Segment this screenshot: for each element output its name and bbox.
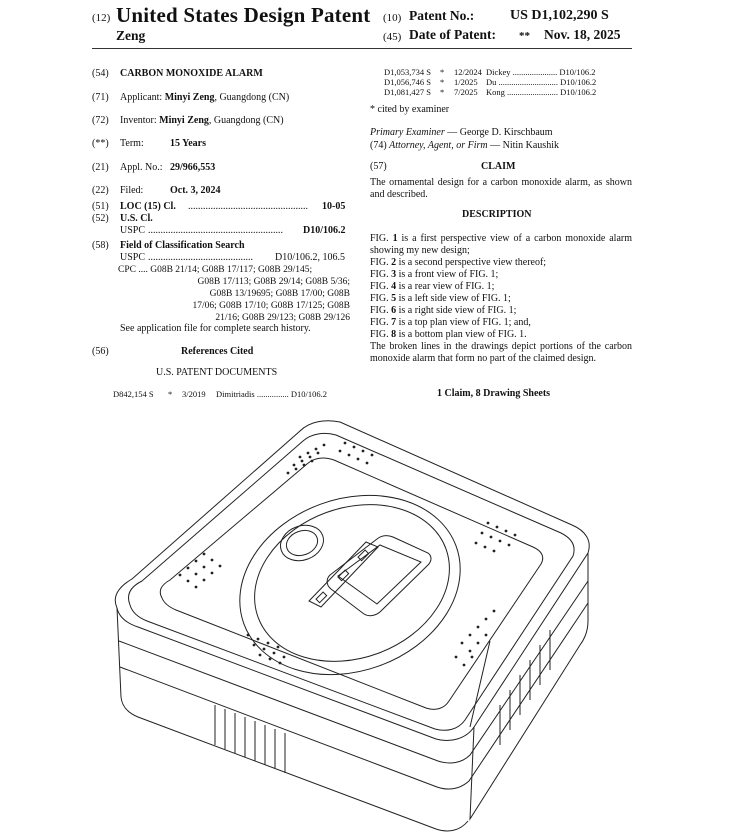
base-band-upper (119, 581, 588, 763)
fig-number: 3 (391, 269, 397, 280)
ref-number: D1,053,734 S (384, 67, 431, 77)
reference-row (384, 67, 596, 77)
fig-text: is a left side view of FIG. 1; (396, 293, 511, 304)
attorney-name: — Nitin Kaushik (487, 140, 559, 151)
claims-summary: 1 Claim, 8 Drawing Sheets (437, 388, 551, 399)
search-uspc-dots: .......................................... (148, 252, 253, 263)
description-heading: DESCRIPTION (462, 209, 532, 220)
code-58: (58) (92, 240, 109, 251)
fig-3-description (370, 269, 632, 281)
attorney-label: Attorney, Agent, or Firm (389, 140, 488, 151)
us-patent-docs-label: U.S. PATENT DOCUMENTS (156, 367, 278, 378)
date-asterisks: ** (519, 30, 530, 42)
applicant-location: , Guangdong (CN) (214, 92, 290, 103)
ref-dots: ............... (256, 389, 289, 399)
front-seam (470, 641, 490, 727)
code-56: (56) (92, 346, 109, 357)
cpc-line: CPC .... G08B 21/14; G08B 17/117; G08B 29/145; (118, 265, 313, 275)
patent-no-label: Patent No.: (409, 8, 475, 23)
search-uspc-value: D10/106.2, 106.5 (275, 252, 345, 263)
fig-text: is a right side view of FIG. 1; (396, 305, 517, 316)
cited-by-examiner: * cited by examiner (370, 104, 450, 115)
fig-2-description (370, 257, 632, 269)
vent-holes (179, 442, 517, 667)
examiner-line (370, 127, 553, 138)
fig-6-description (370, 305, 632, 317)
loc-leader-dots: ................................................ (188, 201, 308, 212)
fig-text: is a second perspective view thereof; (396, 257, 547, 268)
cpc-line: 17/06; G08B 17/10; G08B 17/125; G08B (192, 301, 350, 311)
reference-row (384, 87, 596, 97)
ref-class: D10/106.2 (559, 67, 596, 77)
appl-no-value: 29/966,553 (170, 162, 216, 173)
ref-dots: ..................... (512, 67, 558, 77)
design-title: CARBON MONOXIDE ALARM (120, 68, 263, 79)
fig-prefix: FIG. (370, 269, 392, 280)
claim-heading: CLAIM (481, 161, 516, 172)
date-label: Date of Patent: (409, 27, 496, 42)
code-52: (52) (92, 213, 109, 224)
ref-date: 3/2019 (182, 389, 206, 399)
ref-number: D842,154 S (113, 389, 154, 399)
applicant-name: Minyi Zeng (164, 92, 215, 103)
ref-star: * (440, 87, 445, 97)
fig-8-description (370, 329, 632, 341)
fig-text: is a bottom plan view of FIG. 1. (396, 329, 527, 340)
ref-class: D10/106.2 (560, 87, 597, 97)
loc-label: LOC (15) Cl. (120, 201, 176, 212)
ref-star: * (440, 77, 445, 87)
fig-4-description (370, 281, 632, 293)
ref-star: * (440, 67, 445, 77)
fig-prefix: FIG. (370, 305, 392, 316)
kind-code-10: (10) (383, 12, 402, 24)
fig-5-description (370, 293, 632, 305)
fig-prefix: FIG. (370, 317, 392, 328)
ref-number: D1,081,427 S (384, 87, 431, 97)
fig-text: is a first perspective view of a carbon monoxide alarm showing my new design; (370, 233, 633, 256)
date-of-patent: Nov. 18, 2025 (544, 27, 621, 42)
uspc-label: USPC (120, 225, 146, 236)
code-21: (21) (92, 162, 109, 173)
cpc-line: 21/16; G08B 29/123; G08B 29/126 (215, 313, 350, 323)
fig-7-description (370, 317, 632, 329)
term-label: Term: (120, 138, 144, 149)
search-uspc-label: USPC (120, 252, 146, 263)
fig-number: 6 (391, 305, 397, 316)
patent-number: US D1,102,290 S (510, 8, 609, 23)
code-74: (74) (370, 140, 387, 151)
examiner-label: Primary Examiner (370, 127, 445, 138)
inventor-location: , Guangdong (CN) (208, 115, 284, 126)
examiner-name: — George D. Kirschbaum (444, 127, 553, 138)
ref-class: D10/106.2 (290, 389, 327, 399)
fig-number: 5 (391, 293, 397, 304)
ref-name: Dickey (486, 67, 511, 77)
code-71: (71) (92, 92, 109, 103)
ref-name: Dimitriadis (216, 389, 255, 399)
top-recess-outline (160, 458, 542, 709)
fig-number: 2 (391, 257, 397, 268)
ref-class: D10/106.2 (560, 77, 597, 87)
code-54: (54) (92, 68, 109, 79)
inventor-surname: Zeng (116, 28, 146, 43)
search-field-label: Field of Classification Search (120, 240, 245, 251)
ref-dots: ............................ (498, 77, 559, 87)
fig-number: 1 (392, 233, 398, 244)
ref-star: * (168, 389, 173, 399)
term-value: 15 Years (170, 138, 207, 149)
applicant-label: Applicant: (120, 92, 163, 103)
reference-row (113, 389, 327, 399)
fig-number: 4 (391, 281, 397, 292)
fig-prefix: FIG. (370, 233, 393, 244)
header-rule (92, 48, 632, 49)
filed-value: Oct. 3, 2024 (170, 185, 221, 196)
ref-name: Du (486, 77, 497, 87)
code-72: (72) (92, 115, 109, 126)
fig-text: is a top plan view of FIG. 1; and, (396, 317, 531, 328)
inventor-field (120, 115, 284, 126)
code-51: (51) (92, 201, 109, 212)
fig-prefix: FIG. (370, 329, 392, 340)
kind-code-45: (45) (383, 31, 402, 43)
fig-prefix: FIG. (370, 293, 392, 304)
references-cited-label: References Cited (181, 346, 254, 357)
code-22: (22) (92, 185, 109, 196)
top-inner-rim (129, 433, 575, 730)
ref-date: 1/2025 (454, 77, 478, 87)
base-band-lower (120, 603, 588, 789)
carbon-monoxide-alarm-drawing (0, 405, 729, 835)
ref-dots: ........................ (507, 87, 559, 97)
ref-name: Kong (486, 87, 505, 97)
code-term: (**) (92, 138, 109, 149)
uspc-value: D10/106.2 (303, 225, 346, 236)
claim-text: The ornamental design for a carbon monoxide alarm, as shown and described. (370, 177, 632, 200)
applicant-field (120, 92, 289, 103)
search-history-note: See application file for complete search history. (120, 323, 311, 334)
uspc-leader-dots: ...................................................... (148, 225, 283, 236)
cpc-line: G08B 13/19695; G08B 17/00; G08B (209, 289, 350, 299)
fig-1-description (370, 233, 632, 257)
fig-number: 8 (391, 329, 397, 340)
filed-label: Filed: (120, 185, 144, 196)
appl-no-label: Appl. No.: (120, 162, 163, 173)
indicator-light (316, 592, 327, 603)
reference-row (384, 77, 596, 87)
test-button-outer (276, 520, 329, 567)
display-window-inner (338, 545, 421, 604)
display-window (327, 536, 431, 616)
base-front-left-wall (117, 608, 468, 831)
ref-date: 12/2024 (454, 67, 482, 77)
fig-number: 7 (391, 317, 397, 328)
fig-text: is a front view of FIG. 1; (396, 269, 499, 280)
fig-text: is a rear view of FIG. 1; (396, 281, 495, 292)
ref-date: 7/2025 (454, 87, 478, 97)
cpc-classifications (118, 264, 350, 324)
inventor-label: Inventor: (120, 115, 157, 126)
code-57: (57) (370, 161, 387, 172)
inventor-name: Minyi Zeng (159, 115, 209, 126)
kind-code-12: (12) (92, 12, 111, 24)
patent-title: United States Design Patent (116, 3, 371, 27)
us-cl-label: U.S. Cl. (120, 213, 153, 224)
cpc-line: G08B 17/113; G08B 29/14; G08B 5/36; (197, 277, 350, 287)
ref-number: D1,056,746 S (384, 77, 431, 87)
fig-prefix: FIG. (370, 257, 392, 268)
fig-prefix: FIG. (370, 281, 392, 292)
loc-value: 10-05 (322, 201, 346, 212)
broken-lines-statement: The broken lines in the drawings depict portions of the carbon monoxide alarm that form no part of the claimed design. (370, 341, 632, 364)
attorney-line (370, 140, 559, 151)
